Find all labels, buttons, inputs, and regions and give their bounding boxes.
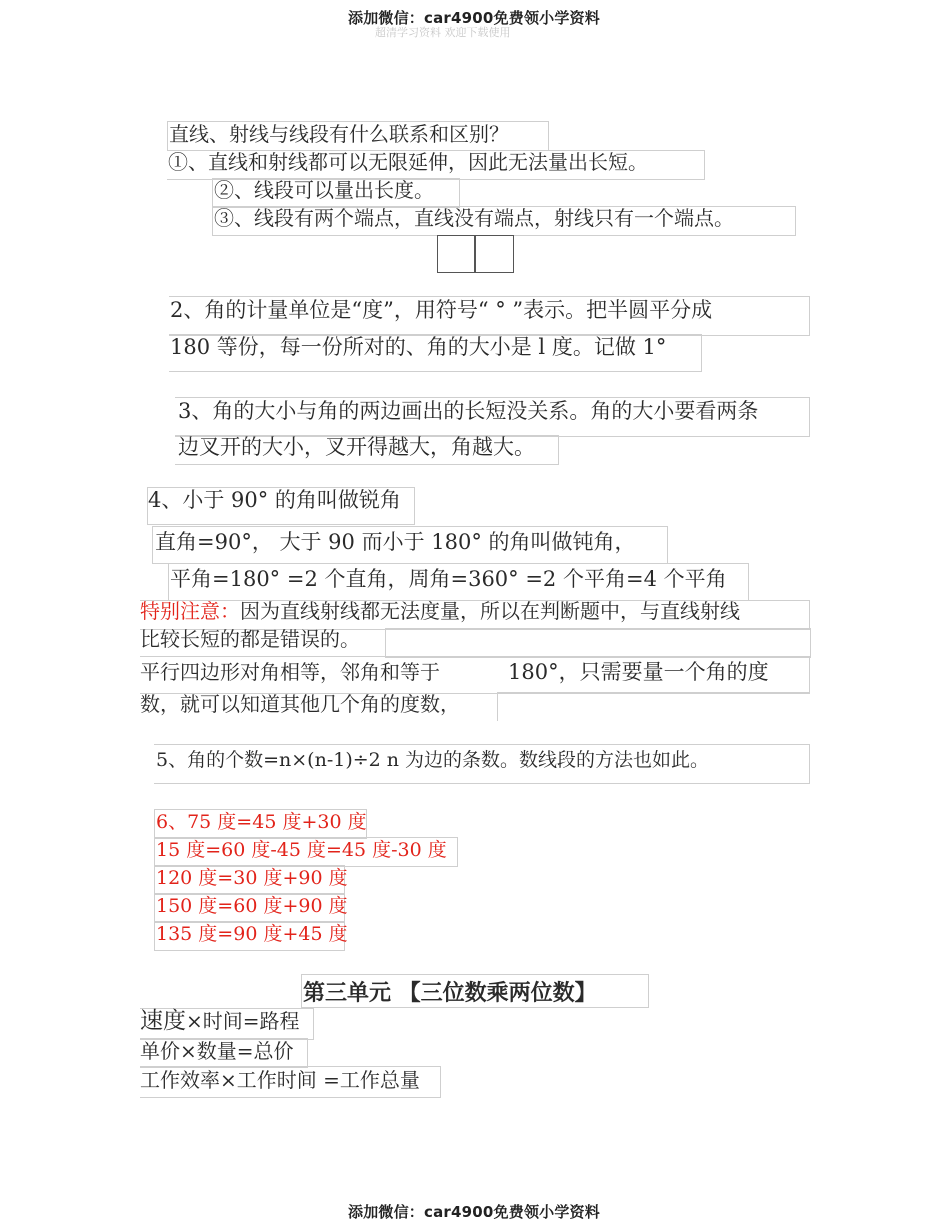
note-line-4: 数，就可以知道其他几个角的度数， bbox=[140, 692, 460, 716]
unit3-title: 第三单元 【三位数乘两位数】 bbox=[303, 981, 597, 1006]
q5-line: 5、角的个数=n×(n-1)÷2 n 为边的条数。数线段的方法也如此。 bbox=[156, 749, 710, 771]
formula-3: 工作效率×工作时间 =工作总量 bbox=[140, 1068, 420, 1092]
q2-line-2: 180 等份，每一份所对的、角的大小是 l 度。记做 1° bbox=[170, 335, 667, 359]
note-l2-box bbox=[385, 628, 811, 658]
watermark-ghost: 超清学习资料 欢迎下载使用 bbox=[375, 26, 511, 39]
note-line-2: 比较长短的都是错误的。 bbox=[140, 627, 360, 651]
q1-point-2: ②、线段可以量出长度。 bbox=[214, 178, 434, 202]
q4-line-1: 4、小于 90° 的角叫做锐角 bbox=[148, 488, 401, 512]
q6-line-1: 6、75 度=45 度+30 度 bbox=[156, 811, 367, 833]
q1-title: 直线、射线与线段有什么联系和区别？ bbox=[169, 122, 509, 146]
q2-line-1: 2、角的计量单位是“度”，用符号“ ° ”表示。把半圆平分成 bbox=[170, 298, 713, 322]
q1-point-3: ③、线段有两个端点，直线没有端点，射线只有一个端点。 bbox=[214, 206, 734, 230]
small-box-right bbox=[474, 235, 514, 273]
q6-line-4: 150 度=60 度+90 度 bbox=[156, 895, 348, 917]
q4-line-2: 直角=90°， 大于 90 而小于 180° 的角叫做钝角， bbox=[155, 530, 636, 554]
watermark-bottom: 添加微信：car4900免费领小学资料 bbox=[348, 1203, 600, 1221]
note-label: 特别注意： bbox=[140, 599, 240, 623]
small-box-left bbox=[437, 235, 476, 273]
q3-line-2: 边叉开的大小，叉开得越大，角越大。 bbox=[178, 435, 535, 459]
note-line-3a: 平行四边形对角相等，邻角和等于 bbox=[140, 660, 440, 684]
watermark-top: 添加微信：car4900免费领小学资料 bbox=[348, 9, 600, 27]
q6-line-3: 120 度=30 度+90 度 bbox=[156, 867, 348, 889]
note-l4-box bbox=[497, 692, 810, 721]
q3-line-1: 3、角的大小与角的两边画出的长短没关系。角的大小要看两条 bbox=[178, 399, 759, 423]
q1-point-1: ①、直线和射线都可以无限延伸，因此无法量出长短。 bbox=[168, 150, 648, 174]
q4-line-3: 平角=180° =2 个直角，周角=360° =2 个平角=4 个平角 bbox=[170, 567, 727, 591]
formula-1-rest: ×时间=路程 bbox=[186, 1009, 300, 1033]
note-line-1-text: 因为直线射线都无法度量，所以在判断题中，与直线射线 bbox=[240, 599, 740, 623]
note-line-1 bbox=[140, 599, 740, 623]
q6-line-2: 15 度=60 度-45 度=45 度-30 度 bbox=[156, 839, 447, 861]
formula-1 bbox=[140, 1009, 300, 1033]
formula-2: 单价×数量=总价 bbox=[140, 1039, 294, 1063]
q6-line-5: 135 度=90 度+45 度 bbox=[156, 923, 348, 945]
note-line-3b: 180°，只需要量一个角的度 bbox=[508, 660, 769, 684]
formula-1-speed: 速度 bbox=[140, 1008, 186, 1034]
